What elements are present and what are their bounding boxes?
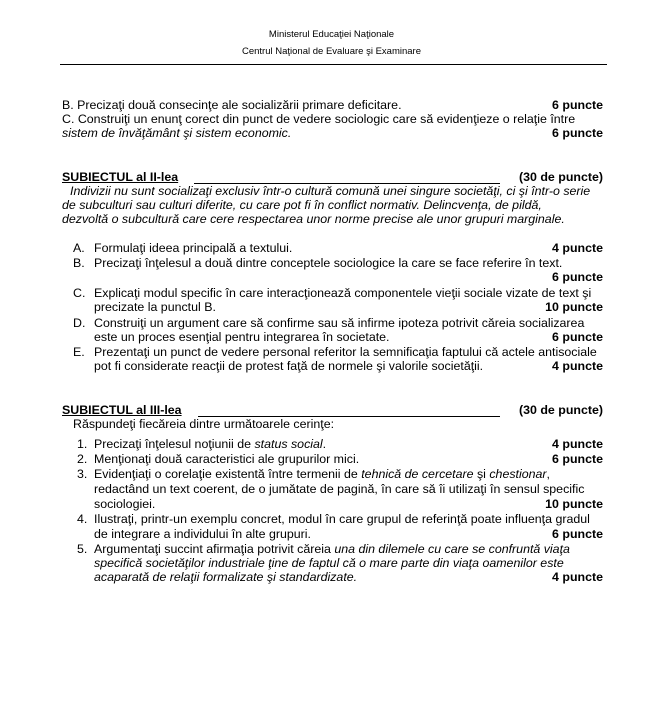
s2-b-points: 6 puncte bbox=[552, 270, 603, 284]
s3-q5-line3: acaparată de relaţii formalizate şi standardizate. bbox=[94, 570, 358, 584]
s2-d-line2: este un proces esenţial pentru integrarea în societate. bbox=[94, 330, 390, 344]
s2-b-label: B. bbox=[73, 256, 85, 270]
header-divider bbox=[60, 64, 607, 65]
item-c-line2: sistem de învăţământ şi sistem economic. bbox=[62, 126, 292, 140]
s3-q3-points: 10 puncte bbox=[545, 497, 603, 511]
s2-e-points: 4 puncte bbox=[552, 359, 603, 373]
s2-e-line1: Prezentaţi un punct de vedere personal referitor la semnificaţia faptului că actele antisociale bbox=[94, 345, 597, 359]
s3-q4-label: 4. bbox=[77, 512, 88, 526]
s3-q2-text: Menţionaţi două caracteristici ale grupurilor mici. bbox=[94, 452, 360, 466]
s3-q1-label: 1. bbox=[77, 437, 88, 451]
s3-q3-line1: Evidenţiaţi o corelaţie existentă între termenii de tehnică de cercetare şi chestionar, bbox=[94, 467, 550, 481]
subject3-intro: Răspundeţi fiecăreia dintre următoarele cerinţe: bbox=[73, 417, 335, 431]
item-c-points: 6 puncte bbox=[552, 126, 603, 140]
s3-q5-points: 4 puncte bbox=[552, 570, 603, 584]
s3-q2-points: 6 puncte bbox=[552, 452, 603, 466]
s3-q1-text: Precizaţi înţelesul noţiunii de status social. bbox=[94, 437, 327, 451]
s2-a-text: Formulaţi ideea principală a textului. bbox=[94, 241, 293, 255]
header-center: Centrul Naţional de Evaluare şi Examinare bbox=[241, 46, 421, 57]
s2-c-line2: precizate la punctul B. bbox=[94, 300, 216, 314]
s3-q4-line1: Ilustraţi, printr-un exemplu concret, modul în care grupul de referinţă poate influenţa gradul bbox=[94, 512, 590, 526]
s3-q4-line2: de integrare a individului în alte grupuri. bbox=[94, 527, 311, 541]
item-b-text: B. Precizaţi două consecinţe ale socializării primare deficitare. bbox=[62, 98, 402, 112]
item-b-points: 6 puncte bbox=[552, 98, 603, 112]
s2-b-text: Precizaţi înţelesul a două dintre conceptele sociologice la care se face referire în text. bbox=[94, 256, 563, 270]
s3-q2-label: 2. bbox=[77, 452, 88, 466]
s3-q5-label: 5. bbox=[77, 542, 88, 556]
s2-e-line2: pot fi considerate reacţii de protest faţă de normele şi valorile societăţii. bbox=[94, 359, 484, 373]
s3-q5-line2: specifică societăţilor industriale ţine de faptul că o mare parte din viaţa oamenilor este bbox=[94, 556, 564, 570]
s2-a-label: A. bbox=[73, 241, 85, 255]
s2-d-points: 6 puncte bbox=[552, 330, 603, 344]
s3-q5-line1: Argumentaţi succint afirmaţia potrivit căreia una din dilemele cu care se confruntă viaţa bbox=[94, 542, 570, 556]
s3-q4-points: 6 puncte bbox=[552, 527, 603, 541]
s2-a-points: 4 puncte bbox=[552, 241, 603, 255]
s2-e-label: E. bbox=[73, 345, 85, 359]
s3-q3-line2: redactând un text coerent, de o jumătate de pagină, în care să îi utilizaţi în sensul specific bbox=[94, 482, 585, 496]
subject2-quote-line1: Indivizii nu sunt socializaţi exclusiv într-o cultură comună unei singure societăţi, ci şi într-o serie bbox=[70, 184, 591, 198]
s2-c-label: C. bbox=[73, 286, 86, 300]
s2-c-points: 10 puncte bbox=[545, 300, 603, 314]
item-c-line1: C. Construiţi un enunţ corect din punct de vedere sociologic care să evidenţieze o relaţie între bbox=[62, 112, 576, 126]
subject2-title: SUBIECTUL al II-lea bbox=[62, 170, 179, 184]
s2-d-label: D. bbox=[73, 316, 86, 330]
s3-q3-label: 3. bbox=[77, 467, 88, 481]
s3-q1-points: 4 puncte bbox=[552, 437, 603, 451]
subject2-quote-line3: dezvoltă o subcultură care cere respectarea unor norme precise ale unor grupuri marginale. bbox=[62, 212, 565, 226]
s2-c-line1: Explicaţi modul specific în care interacţionează componentele vieţii sociale vizate de text şi bbox=[94, 286, 592, 300]
s3-q3-line3: sociologiei. bbox=[94, 497, 156, 511]
subject3-points: (30 de puncte) bbox=[519, 403, 603, 417]
header-ministry: Ministerul Educaţiei Naţionale bbox=[268, 29, 395, 40]
subject2-points: (30 de puncte) bbox=[519, 170, 603, 184]
s2-d-line1: Construiţi un argument care să confirme sau să infirme ipoteza potrivit căreia socializarea bbox=[94, 316, 585, 330]
subject2-quote-line2: de subculturi sau culturi diferite, cu care pot fi în conflict normativ. Delincvenţa, de pildă, bbox=[62, 198, 542, 212]
subject3-title: SUBIECTUL al III-lea bbox=[62, 403, 182, 417]
